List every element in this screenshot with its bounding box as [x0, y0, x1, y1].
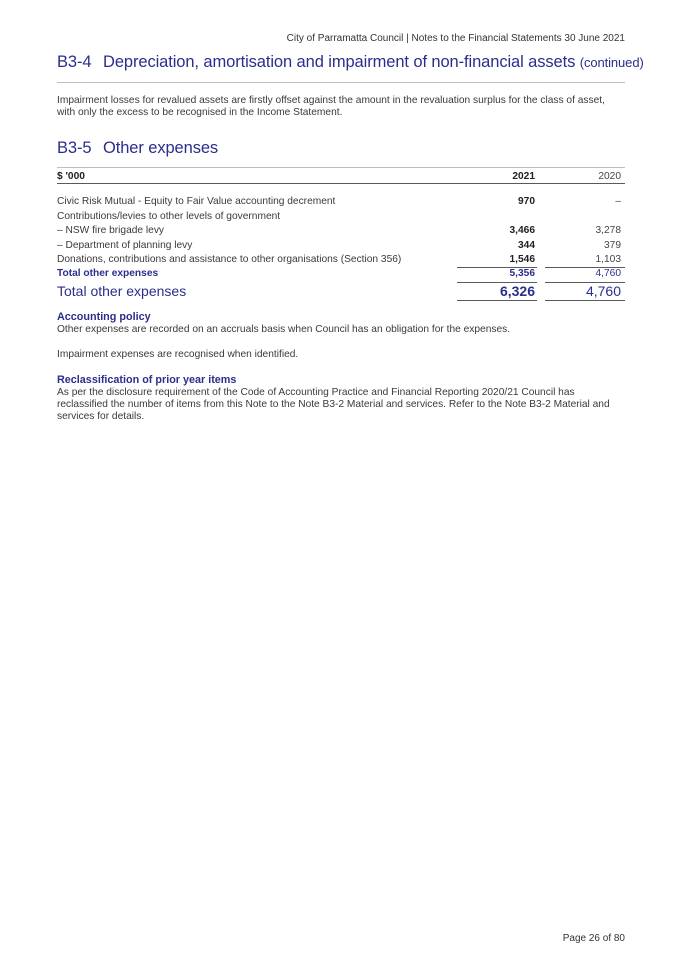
- subtotal-row: Total other expenses 5,356 4,760: [57, 268, 621, 280]
- reclassification-text: As per the disclosure requirement of the Code of Accounting Practice and Financial Reporting 2020/21 Council has reclassified the number of items from this Note to the Note B3-2 Material and services. Refer to the Note B3-2 Material and services for details.: [57, 387, 610, 422]
- continued-label: (continued): [579, 55, 644, 70]
- table-row: – NSW fire brigade levy 3,466 3,278: [57, 225, 621, 237]
- page-number: Page 26 of 80: [562, 933, 625, 944]
- section-title: Other expenses: [103, 139, 219, 157]
- accounting-policy-text: Other expenses are recorded on an accruals basis when Council has an obligation for the expenses.: [57, 324, 511, 335]
- impairment-paragraph: Impairment losses for revalued assets are firstly offset against the amount in the revaluation surplus for the class of asset, with only the excess to be recognised in the Income Statement.: [57, 95, 605, 118]
- section-number: B3-4: [57, 53, 92, 71]
- total-underline-2021: [457, 300, 537, 301]
- col-2020-header: 2020: [598, 171, 621, 182]
- heading-rule: [57, 82, 625, 83]
- table-row: Civic Risk Mutual - Equity to Fair Value accounting decrement 970 –: [57, 196, 621, 208]
- page: [57, 0, 644, 966]
- unit-label: $ '000: [57, 171, 85, 182]
- table-row: Contributions/levies to other levels of government: [57, 210, 281, 222]
- total-row: Total other expenses 6,326 4,760: [57, 282, 621, 299]
- running-header: City of Parramatta Council | Notes to the Financial Statements 30 June 2021: [286, 33, 625, 44]
- table-row: – Department of planning levy 344 379: [57, 239, 621, 251]
- total-underline-2020: [545, 300, 625, 301]
- impairment-recognition-text: Impairment expenses are recognised when identified.: [57, 349, 299, 360]
- col-2021-header: 2021: [512, 171, 535, 182]
- table-row: Donations, contributions and assistance to other organisations (Section 356) 1,546 1,103: [57, 253, 621, 265]
- section-b3-5-heading: [57, 139, 218, 158]
- accounting-policy-heading: Accounting policy: [57, 311, 151, 323]
- reclassification-heading: Reclassification of prior year items: [57, 374, 237, 386]
- section-number: B3-5: [57, 139, 92, 157]
- section-b3-4-heading: [57, 53, 644, 72]
- header-rule: [57, 183, 625, 184]
- other-expenses-table: [57, 170, 625, 300]
- heading-rule: [57, 167, 625, 168]
- section-title: Depreciation, amortisation and impairment of non-financial assets: [103, 53, 576, 71]
